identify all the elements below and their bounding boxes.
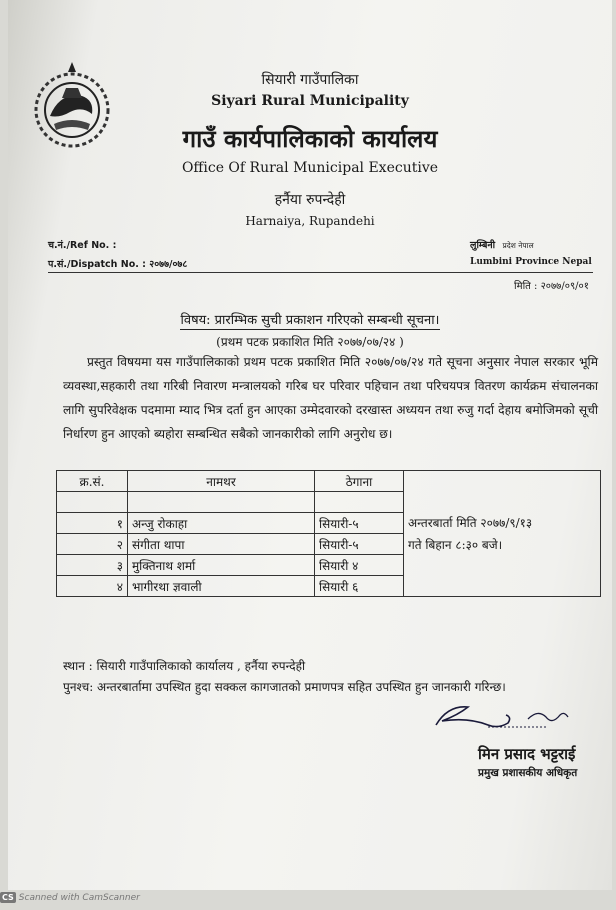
office-title-nepali: गाउँ कार्यपालिकाको कार्यालय (182, 124, 438, 153)
ref-no: च.नं./Ref No. : (48, 240, 117, 251)
interview-time: गते बिहान ८:३० बजे। (408, 537, 503, 552)
province-english: Lumbini Province Nepal (470, 257, 592, 267)
dispatch-no: प.सं./Dispatch No. : २०७७/०७८ (48, 259, 188, 270)
candidate-table (56, 470, 601, 597)
province-nepali: लुम्बिनी (470, 240, 496, 251)
notice-body (63, 350, 598, 446)
header-address: ठेगाना (315, 471, 404, 492)
office-title-english: Office Of Rural Municipal Executive (181, 160, 439, 176)
location-line: स्थान : सियारी गाउँपालिकाको कार्यालय , हर्नैया रुपन्देही (63, 659, 306, 673)
table-row: २ संगीता थापा सियारी-५ (57, 534, 601, 555)
notice-body-text: प्रस्तुत विषयमा यस गाउँपालिकाको प्रथम पटक प्रकाशित मिति २०७७/०७/२४ गते सूचना अनुसार नेपाल सरकार भूमि व्यवस्था,सहकारी तथा गरिबी निवारण मन्त्रालयको गरिब घर परिवार पहिचान तथा परिचयपत्र वितरण कार्यक्रम संचालनका लागि सुपरिवेक्षक पदमामा म्याद भित्र दर्ता हुन आएका उम्मेदवारको दरखास्त अध्ययन तथा रुजु गर्दा देहाय बमोजिमको सूची निर्धारण हुन आएको ब्यहोरा सम्बन्धित सबैको जानकारीको लागि अनुरोध छ। (63, 355, 598, 441)
province-label (470, 238, 534, 251)
signatory-name: मिन प्रसाद भट्टराई (478, 745, 576, 763)
interview-info (404, 471, 601, 597)
watermark-text: Scanned with CamScanner (18, 893, 140, 903)
handwritten-signature (428, 695, 578, 743)
subject-title: विषय: प्रारम्भिक सुची प्रकाशन गरिएको सम्बन्धी सूचना। (180, 313, 440, 328)
municipality-name-nepali: सियारी गाउँपालिका (261, 72, 359, 88)
signatory-title: प्रमुख प्रशासकीय अधिकृत (478, 767, 578, 779)
subject-line (8, 310, 612, 328)
table-header-row (57, 471, 601, 492)
subject-subtitle: (प्रथम पटक प्रकाशित मिति २०७७/०७/२४ ) (216, 335, 404, 349)
document-page (8, 0, 612, 890)
postscript-note: पुनश्च: अन्तरबार्तामा उपस्थित हुदा सक्कल कागजातको प्रमाणपत्र सहित उपस्थित हुन जानकारी गरिन्छ। (63, 680, 506, 694)
place-nepali: हर्नैया रुपन्देही (274, 192, 346, 208)
table-row: १ अन्जु रोकाहा सियारी-५ (57, 513, 601, 534)
table-row: ४ भागीरथा ज्ञवाली सियारी ६ (57, 576, 601, 597)
letter-date: मिति : २०७७/०९/०१ (514, 281, 589, 292)
table-row: ३ मुक्तिनाथ शर्मा सियारी ४ (57, 555, 601, 576)
place-english: Harnaiya, Rupandehi (245, 214, 375, 228)
header-divider (48, 272, 593, 273)
interview-date: अन्तरबार्ता मिति २०७७/९/१३ (408, 515, 533, 530)
province-tag: प्रदेश नेपाल (502, 241, 534, 250)
municipality-name-english: Siyari Rural Municipality (211, 93, 409, 109)
header-serial: क्र.सं. (57, 471, 128, 492)
scanner-watermark (0, 892, 140, 908)
camscanner-icon: CS (2, 893, 14, 902)
header-name: नामथर (128, 471, 315, 492)
